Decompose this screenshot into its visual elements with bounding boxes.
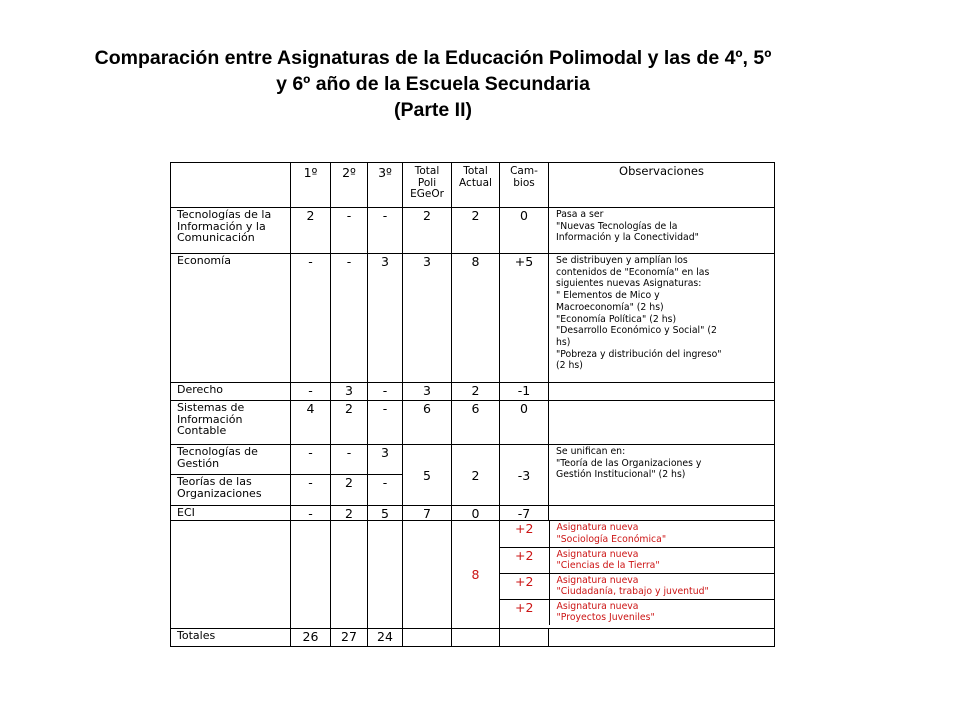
- year-1-cell: -: [291, 254, 331, 383]
- year-2-cell: 2: [331, 506, 368, 521]
- total-actual-cell: [452, 629, 500, 647]
- new-subject-row: [500, 547, 775, 573]
- obs-line: "Sociología Económica": [556, 533, 667, 545]
- year-2-cell: -: [331, 254, 368, 383]
- subject-cell: Derecho: [171, 383, 291, 401]
- obs-line: "Ciencias de la Tierra": [556, 560, 660, 572]
- table-row: [171, 254, 775, 383]
- table-row: [171, 383, 775, 401]
- new-subject-obs: [549, 547, 775, 573]
- subject-cell: [171, 521, 291, 629]
- header-observaciones: Observaciones: [549, 163, 775, 208]
- table-row: [171, 401, 775, 445]
- title-line-2: y 6º año de la Escuela Secundaria: [276, 73, 590, 95]
- obs-line: Asignatura nueva: [556, 548, 639, 560]
- total-poli-cell: 6: [403, 401, 452, 445]
- total-poli-cell: 7: [403, 506, 452, 521]
- total-actual-cell: 6: [452, 401, 500, 445]
- table-row: [171, 506, 775, 521]
- new-subject-row: [500, 599, 775, 625]
- year-1-cell: -: [291, 506, 331, 521]
- observaciones-cell: [549, 445, 775, 506]
- cambios-cell: [500, 629, 549, 647]
- header-year-3: 3º: [368, 163, 403, 208]
- header-subject: [171, 163, 291, 208]
- cambios-cell: -1: [500, 383, 549, 401]
- header-cambios: [500, 163, 549, 208]
- header-total-poli-l2: Poli: [417, 176, 437, 189]
- total-actual-cell: 2: [452, 383, 500, 401]
- table-row: [171, 445, 775, 475]
- header-year-2: 2º: [331, 163, 368, 208]
- header-cambios-l2: bios: [513, 176, 535, 189]
- cambios-cell: 0: [500, 401, 549, 445]
- cambios-cell: 0: [500, 208, 549, 254]
- year-1-cell: [291, 521, 331, 629]
- year-3-cell: 24: [368, 629, 403, 647]
- obs-line: Asignatura nueva: [556, 522, 639, 533]
- header-total-poli: [403, 163, 452, 208]
- total-poli-cell: [403, 521, 452, 629]
- new-subjects-stack: [500, 521, 775, 629]
- cambio-cell: +2: [500, 521, 549, 547]
- obs-line: Se distribuyen y amplían los: [556, 255, 688, 266]
- table-row: [171, 208, 775, 254]
- table-row: [171, 521, 775, 629]
- new-subject-obs: [549, 521, 775, 547]
- new-subject-obs: [549, 599, 775, 625]
- total-poli-cell: 2: [403, 208, 452, 254]
- subject-cell: Totales: [171, 629, 291, 647]
- obs-line: Gestión Institucional" (2 hs): [556, 469, 686, 481]
- obs-line: "Ciudadanía, trabajo y juventud": [556, 586, 709, 598]
- observaciones-cell: [549, 506, 775, 521]
- year-1-cell: -: [291, 445, 331, 475]
- header-total-actual-l1: Total: [463, 165, 488, 177]
- header-cambios-l1: Cam-: [510, 165, 538, 177]
- year-3-cell: -: [368, 401, 403, 445]
- subject-cell: Economía: [171, 254, 291, 383]
- obs-line: "Desarrollo Económico y Social" (2: [556, 325, 717, 337]
- obs-line: "Nuevas Tecnologías de la: [556, 220, 678, 232]
- header-row: [171, 163, 775, 208]
- obs-line: " Elementos de Mico y: [556, 290, 660, 302]
- cambio-cell: +2: [500, 547, 549, 573]
- year-3-cell: -: [368, 383, 403, 401]
- cambios-cell: +5: [500, 254, 549, 383]
- subject-cell: Tecnologías de la Información y la Comunicación: [171, 208, 291, 254]
- subject-cell: Sistemas de Información Contable: [171, 401, 291, 445]
- year-3-cell: [368, 521, 403, 629]
- new-subjects-table: [500, 521, 775, 625]
- total-actual-cell: 8: [452, 254, 500, 383]
- obs-line: Asignatura nueva: [556, 600, 639, 612]
- header-year-1: 1º: [291, 163, 331, 208]
- subject-cell: ECI: [171, 506, 291, 521]
- observaciones-cell: [549, 208, 775, 254]
- year-2-cell: [331, 521, 368, 629]
- cambio-cell: +2: [500, 573, 549, 599]
- header-total-actual: [452, 163, 500, 208]
- total-poli-cell: [403, 629, 452, 647]
- obs-line: hs): [556, 336, 571, 348]
- obs-line: Asignatura nueva: [556, 574, 639, 586]
- year-3-cell: 3: [368, 254, 403, 383]
- year-3-cell: 3: [368, 445, 403, 475]
- year-2-cell: 3: [331, 383, 368, 401]
- total-poli-cell: 3: [403, 383, 452, 401]
- year-2-cell: 2: [331, 475, 368, 506]
- year-2-cell: 2: [331, 401, 368, 445]
- page-title: [0, 45, 866, 123]
- totals-row: [171, 629, 775, 647]
- total-poli-cell: 3: [403, 254, 452, 383]
- year-2-cell: -: [331, 445, 368, 475]
- obs-line: Se unifican en:: [556, 446, 626, 457]
- new-subject-row: [500, 573, 775, 599]
- year-3-cell: 5: [368, 506, 403, 521]
- header-total-poli-l1: Total: [414, 165, 440, 177]
- obs-line: (2 hs): [556, 360, 583, 372]
- total-actual-cell: 2: [452, 445, 500, 506]
- new-subject-obs: [549, 573, 775, 599]
- obs-line: "Teoría de las Organizaciones y: [556, 457, 702, 469]
- year-1-cell: 2: [291, 208, 331, 254]
- cambio-cell: +2: [500, 599, 549, 625]
- obs-line: Información y la Conectividad": [556, 232, 699, 244]
- subject-cell: Tecnologías de Gestión: [171, 445, 291, 475]
- cambios-cell: -7: [500, 506, 549, 521]
- header-total-actual-l2: Actual: [459, 176, 492, 189]
- observaciones-cell: [549, 401, 775, 445]
- year-1-cell: -: [291, 383, 331, 401]
- header-total-poli-l3: EGeOr: [410, 188, 444, 200]
- total-actual-cell: 0: [452, 506, 500, 521]
- obs-line: siguientes nuevas Asignaturas:: [556, 278, 702, 290]
- year-2-cell: -: [331, 208, 368, 254]
- comparison-table: [170, 162, 775, 647]
- cambios-cell: -3: [500, 445, 549, 506]
- observaciones-cell: [549, 629, 775, 647]
- obs-line: contenidos de "Economía" en las: [556, 266, 710, 278]
- new-subject-row: [500, 521, 775, 547]
- obs-line: Pasa a ser: [556, 209, 604, 220]
- total-actual-cell: 8: [452, 521, 500, 629]
- year-3-cell: -: [368, 475, 403, 506]
- observaciones-cell: [549, 254, 775, 383]
- total-poli-cell: 5: [403, 445, 452, 506]
- year-1-cell: 4: [291, 401, 331, 445]
- obs-line: "Pobreza y distribución del ingreso": [556, 348, 722, 360]
- year-1-cell: 26: [291, 629, 331, 647]
- obs-line: "Economía Política" (2 hs): [556, 313, 677, 325]
- title-line-1: Comparación entre Asignaturas de la Educación Polimodal y las de 4º, 5º: [94, 47, 772, 69]
- title-line-3: (Parte II): [393, 99, 473, 121]
- observaciones-cell: [549, 383, 775, 401]
- year-1-cell: -: [291, 475, 331, 506]
- total-actual-cell: 2: [452, 208, 500, 254]
- obs-line: "Proyectos Juveniles": [556, 612, 655, 624]
- year-3-cell: -: [368, 208, 403, 254]
- subject-cell: Teorías de las Organizaciones: [171, 475, 291, 506]
- obs-line: Macroeconomía" (2 hs): [556, 301, 664, 313]
- year-2-cell: 27: [331, 629, 368, 647]
